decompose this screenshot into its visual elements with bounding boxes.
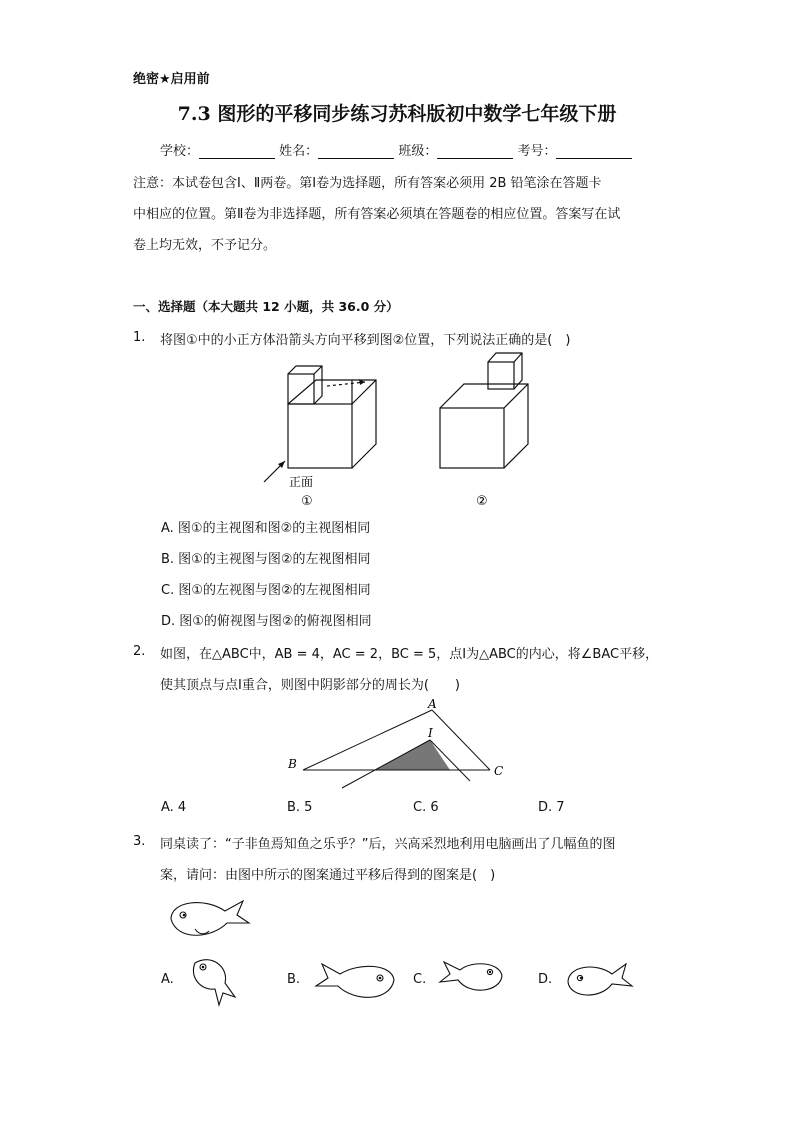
triangle-incenter-figure [280, 695, 520, 795]
name-blank[interactable] [318, 144, 394, 159]
vertex-c-label: C [494, 764, 504, 778]
class-blank[interactable] [437, 144, 513, 159]
q3-option-b[interactable]: B. [287, 972, 301, 987]
exam-number-blank[interactable] [556, 144, 632, 159]
question-text-line-1: 同桌读了：“子非鱼焉知鱼之乐乎？”后，兴高采烈地利用电脑画出了几幅鱼的图 [160, 837, 616, 852]
q3-option-c[interactable]: C. [413, 972, 427, 987]
school-blank[interactable] [199, 144, 275, 159]
fish-icon [436, 958, 508, 1000]
q2-option-c[interactable]: C. 6 [413, 800, 439, 815]
notice-line-3: 卷上均无效，不予记分。 [133, 238, 277, 253]
vertex-a-label: A [428, 697, 437, 711]
figure-1-label: ① [301, 494, 313, 509]
incenter-i-label: I [428, 726, 433, 740]
big-cube-front-2 [440, 408, 504, 468]
q2-option-d[interactable]: D. 7 [538, 800, 565, 815]
q2-option-a[interactable]: A. 4 [161, 800, 187, 815]
class-label: 班级： [398, 144, 438, 159]
q1-option-c[interactable]: C. 图①的左视图与图②的左视图相同 [161, 583, 371, 598]
notice-line-2: 中相应的位置。第Ⅱ卷为非选择题，所有答案必须填在答题卷的相应位置。答案写在试 [133, 207, 621, 222]
question-text-line-2: 使其顶点与点I重合，则图中阴影部分的周长为( ) [160, 678, 460, 693]
figure-2-label: ② [476, 494, 488, 509]
fish-icon [562, 960, 634, 1002]
cube-translation-figure [255, 348, 545, 513]
confidential-label: 绝密★启用前 [133, 72, 210, 87]
question-number: 1. [133, 330, 146, 345]
q3-option-d[interactable]: D. [538, 972, 553, 987]
question-text-line-2: 案，请问：由图中所示的图案通过平移后得到的图案是( ) [160, 868, 496, 883]
big-cube-front-1 [288, 404, 352, 468]
question-text-line-1: 如图，在△ABC中，AB = 4，AC = 2，BC = 5，点I为△ABC的内心，将∠BAC平移， [160, 647, 659, 662]
question-text: 将图①中的小正方体沿箭头方向平移到图②位置，下列说法正确的是( ) [160, 333, 571, 348]
exam-number-label: 考号： [517, 144, 557, 159]
question-number: 3. [133, 834, 146, 849]
q3-option-a[interactable]: A. [161, 972, 174, 987]
small-cube-1 [288, 374, 314, 404]
translation-arrow [327, 382, 365, 386]
vertex-b-label: B [288, 757, 297, 771]
name-label: 姓名： [279, 144, 319, 159]
front-label: 正面 [289, 475, 314, 489]
q1-option-b[interactable]: B. 图①的主视图与图②的左视图相同 [161, 552, 371, 567]
school-label: 学校： [160, 144, 200, 159]
q1-option-a[interactable]: A. 图①的主视图和图②的主视图相同 [161, 521, 371, 536]
fish-icon [185, 953, 243, 1008]
page-title: 7.3 图形的平移同步练习苏科版初中数学七年级下册 [177, 103, 617, 125]
q1-option-d[interactable]: D. 图①的俯视图与图②的俯视图相同 [161, 614, 372, 629]
section-heading: 一、选择题（本大题共 12 小题，共 36.0 分） [133, 299, 399, 314]
q2-option-b[interactable]: B. 5 [287, 800, 313, 815]
shaded-region [374, 740, 450, 770]
notice-line-1: 注意：本试卷包含Ⅰ、Ⅱ两卷。第Ⅰ卷为选择题，所有答案必须用 2B 铅笔涂在答题卡 [133, 176, 602, 191]
fish-icon [165, 895, 255, 945]
small-cube-2 [488, 362, 514, 389]
fish-icon [312, 960, 400, 1005]
student-info-line [160, 140, 632, 159]
question-number: 2. [133, 644, 146, 659]
